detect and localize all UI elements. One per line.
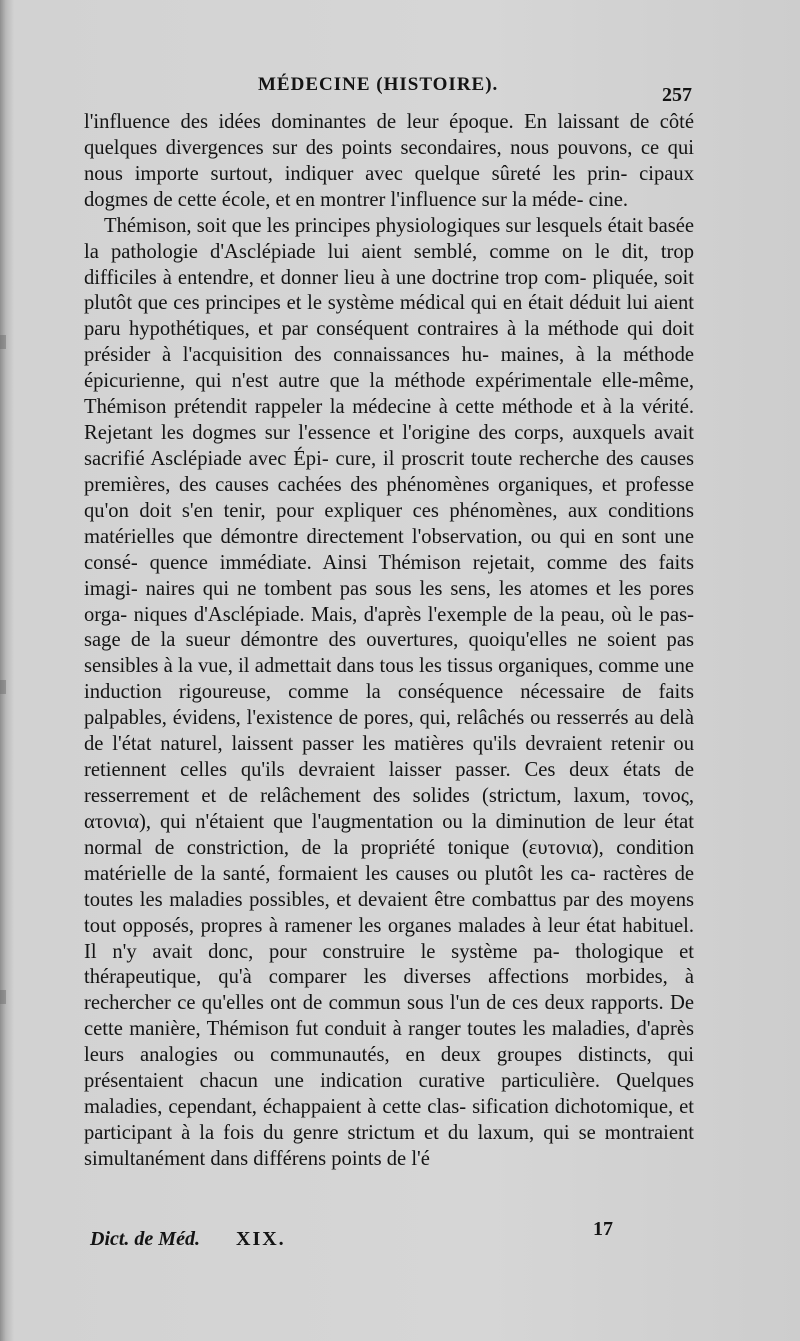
text-line: retenir ou retiennent celles qu'ils devraient laisser passer. Ces deux [84,733,694,782]
text-line: ractères de toutes les maladies possibles, et devaient être combattus [84,862,695,911]
text-line: particulière. Quelques maladies, cependant, échappaient à cette clas- [84,1070,694,1119]
margin-mark [0,680,6,694]
text-line: tenir, pour expliquer ces phénomènes, aux conditions matérielles [84,499,694,548]
text-line: basée la pathologie d'Asclépiade lui aient semblé, comme on le dit, [84,214,694,263]
page-footer [0,1218,800,1258]
text-line: états de resserrement et de relâchement des solides (strictum, laxum, [84,759,694,807]
text-line: qui nous importe surtout, indiquer avec quelque sûreté les prin- [84,136,694,185]
page-number: 257 [662,84,692,106]
body-text [84,110,694,1173]
text-line: et l'origine des corps, auxquels avait sacrifié Asclépiade avec Épi- [84,422,694,470]
page-header [0,70,800,110]
text-line: sage de la sueur démontre des ouvertures, quoiqu'elles ne soient pas [84,629,694,652]
running-title: MÉDECINE (HISTOIRE). [258,74,499,95]
text-line: quelques divergences sur des points secondaires, nous pouvons, ce [84,136,668,159]
text-line: maines, à la méthode épicurienne, qui n'est autre que la méthode [84,344,695,393]
text-line: Thémison, soit que les principes physiologiques sur lesquels était [104,214,649,237]
book-abbreviation: Dict. de Méd. [90,1228,200,1250]
text-line: cipaux dogmes de cette école, et en montrer l'influence sur la méde- [84,162,694,211]
text-line: l'influence des idées dominantes de leur époque. En laissant de côté [84,111,694,133]
text-line: que démontre directement l'observation, ou qui en sont une consé- [84,525,694,574]
text-line: naires qui ne tombent pas sous les sens, les atomes et les pores orga- [84,577,695,626]
text-line: pliquée, soit plutôt que ces principes et le système médical qui en [84,266,694,315]
paragraph-2 [84,214,694,1173]
text-line: τονος, ατονια), qui n'étaient que l'augmentation ou la diminution de [84,784,694,833]
text-line: sensibles à la vue, il admettait dans tous les tissus organiques, comme [84,655,665,678]
text-line: morbides, à rechercher ce qu'elles ont de commun sous l'un de ces [84,966,694,1015]
text-line: quence immédiate. Ainsi Thémison rejetait, comme des faits imagi- [84,551,694,600]
text-line: au delà de l'état naturel, laissent passer les matières qu'ils devraient [84,707,694,756]
text-line: à leur état habituel. Il n'y avait donc, pour construire le système pa- [84,914,695,963]
volume-number: XIX. [236,1228,286,1250]
margin-mark [0,990,6,1004]
text-line: était déduit lui aient paru hypothétiques, et par conséquent contraires [84,292,694,341]
text-line: toutes les maladies, d'après leurs analogies ou communautés, en deux [84,1018,694,1067]
text-line: sification dichotomique, et participant à la fois du genre strictum et du [84,1096,694,1144]
text-line: à cette méthode et à la vérité. Rejetant les dogmes sur l'essence [84,396,694,445]
text-line: palpables, évidens, l'existence de pores, qui, relâchés ou resserrés [84,707,635,730]
paragraph-1 [84,110,694,214]
text-line: cure, il proscrit toute recherche des causes premières, des causes [84,447,694,496]
text-line: à la méthode qui doit présider à l'acquisition des connaissances hu- [84,318,694,367]
text-line: groupes distincts, qui présentaient chacun une indication curative [84,1044,694,1093]
signature-mark: 17 [593,1218,613,1240]
text-line: laxum, qui se montraient simultanément dans différens points de l'é [84,1121,694,1170]
text-line: cachées des phénomènes organiques, et professe qu'on doit s'en [84,473,694,522]
text-line: deux rapports. De cette manière, Thémison fut conduit à ranger [84,992,694,1041]
text-line: cine. [588,188,629,211]
text-line: une induction rigoureuse, comme la conséquence nécessaire de faits [84,655,694,704]
text-line: leur état normal de constriction, de la propriété tonique (ευτονια), [84,810,695,859]
text-line: par des moyens tout opposés, propres à ramener les organes malades [84,888,695,937]
text-line: condition matérielle de la santé, formaient les causes ou plutôt les ca- [84,836,694,885]
text-line: expérimentale elle-même, Thémison prétendit rappeler la médecine [84,370,694,419]
margin-mark [0,335,6,349]
text-line: trop difficiles à entendre, et donner lieu à une doctrine trop com- [84,240,694,289]
text-line: thologique et thérapeutique, qu'à comparer les diverses affections [84,940,694,989]
text-line: niques d'Asclépiade. Mais, d'après l'exemple de la peau, où le pas- [133,603,694,626]
